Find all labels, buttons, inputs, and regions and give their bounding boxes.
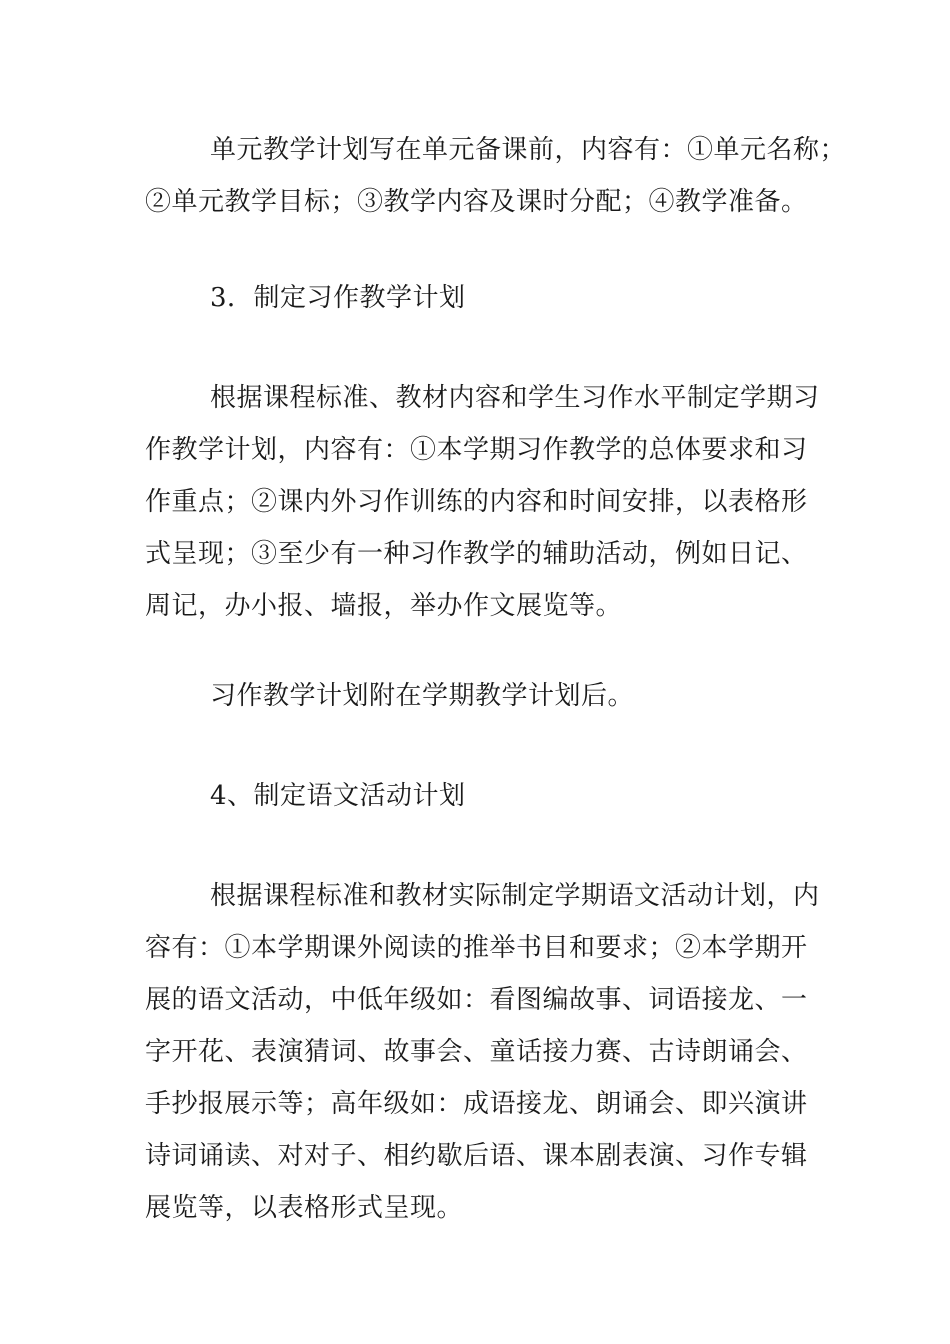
heading-line: 4、制定语文活动计划 [210,781,466,811]
paragraph-line: 作重点；②课内外习作训练的内容和时间安排，以表格形 [145,487,808,517]
paragraph-line: 单元教学计划写在单元备课前，内容有：①单元名称； [210,135,847,165]
paragraph-line: 作教学计划，内容有：①本学期习作教学的总体要求和习 [145,435,808,465]
section-heading-writing-plan [145,272,810,324]
heading-line: 3．制定习作教学计划 [210,283,466,313]
paragraph-line: 周记，办小报、墙报，举办作文展览等。 [145,591,623,621]
paragraph-line: 手抄报展示等；高年级如：成语接龙、朗诵会、即兴演讲 [145,1089,808,1119]
paragraph-unit-plan [145,124,847,228]
paragraph-line: 展的语文活动，中低年级如：看图编故事、词语接龙、一 [145,985,808,1015]
paragraph-line: 根据课程标准和教材实际制定学期语文活动计划，内 [210,881,820,911]
paragraph-line: 字开花、表演猜词、故事会、童话接力赛、古诗朗诵会、 [145,1037,808,1067]
paragraph-writing-plan [145,372,820,632]
paragraph-line: 根据课程标准、教材内容和学生习作水平制定学期习 [210,383,820,413]
paragraph-line: 展览等，以表格形式呈现。 [145,1193,464,1223]
paragraph-line: 习作教学计划附在学期教学计划后。 [210,681,635,711]
section-heading-activity-plan [145,770,810,822]
paragraph-line: ②单元教学目标；③教学内容及课时分配；④教学准备。 [145,187,808,217]
paragraph-writing-plan-note [145,670,810,722]
paragraph-line: 式呈现；③至少有一种习作教学的辅助活动，例如日记、 [145,539,808,569]
paragraph-line: 诗词诵读、对对子、相约歇后语、课本剧表演、习作专辑 [145,1141,808,1171]
paragraph-activity-plan [145,870,820,1234]
paragraph-line: 容有：①本学期课外阅读的推举书目和要求；②本学期开 [145,933,808,963]
